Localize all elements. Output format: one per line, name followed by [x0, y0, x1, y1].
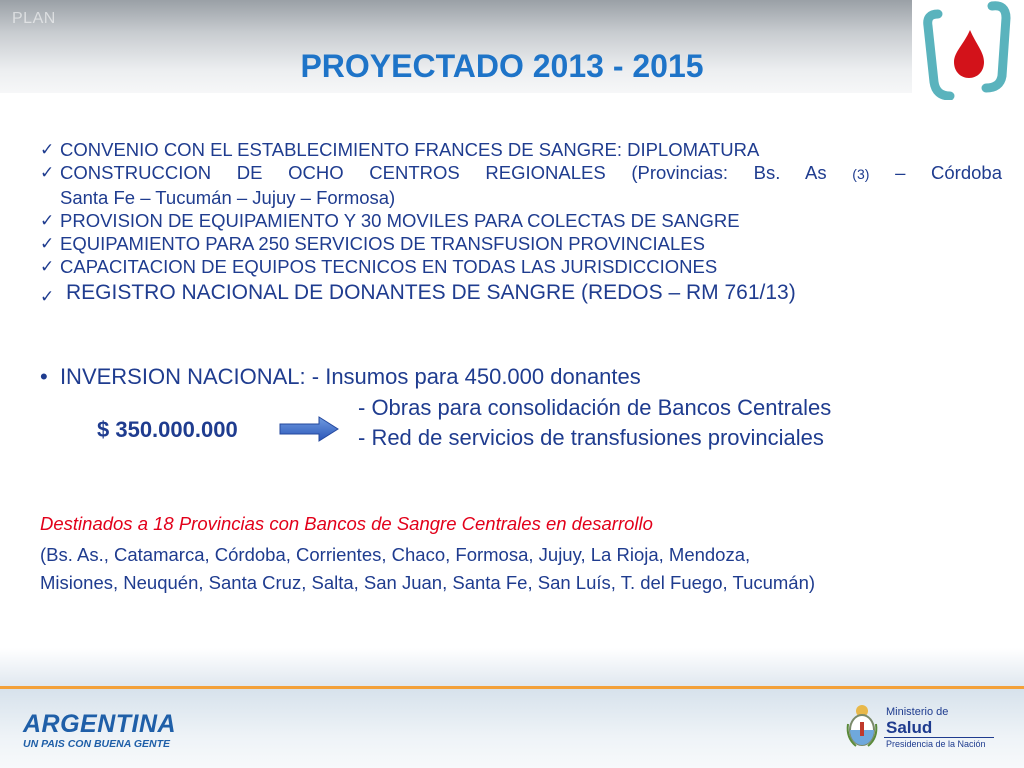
list-item — [40, 161, 1002, 186]
investment-line — [40, 364, 641, 390]
coat-of-arms-icon — [844, 702, 880, 750]
list-item-text: REGISTRO NACIONAL DE DONANTES DE SANGRE (REDOS – RM 761/13) — [66, 281, 796, 304]
check-icon: ✓ — [40, 287, 55, 306]
list-item-text: PROVISION DE EQUIPAMIENTO Y 30 MOVILES PARA COLECTAS DE SANGRE — [60, 210, 740, 231]
list-item — [40, 138, 1002, 161]
blood-drop-logo-icon — [920, 0, 1020, 100]
arrow-right-icon — [279, 416, 339, 442]
argentina-brand: ARGENTINA — [23, 710, 177, 738]
list-item — [40, 255, 1002, 278]
page-title: PROYECTADO 2013 - 2015 — [300, 48, 704, 84]
footer-fade — [0, 648, 1024, 688]
ministry-label: Ministerio de — [886, 706, 949, 718]
investment-amount: $ 350.000.000 — [97, 417, 238, 442]
list-item-continuation — [40, 186, 1002, 209]
argentina-tagline: UN PAIS CON BUENA GENTE — [23, 738, 171, 750]
ministry-divider — [884, 737, 994, 738]
list-item — [40, 278, 1002, 308]
list-item-text: Santa Fe – Tucumán – Jujuy – Formosa) — [60, 187, 396, 208]
check-icon: ✓ — [40, 163, 55, 182]
check-icon: ✓ — [40, 211, 55, 230]
list-item-text: – Córdoba — [869, 162, 1002, 183]
list-item — [40, 232, 1002, 255]
bullet: • — [40, 364, 48, 389]
list-item-text: CONVENIO CON EL ESTABLECIMIENTO FRANCES DE SANGRE: DIPLOMATURA — [60, 139, 760, 160]
check-icon: ✓ — [40, 140, 55, 159]
list-item-small-text: (3) — [852, 166, 870, 182]
check-icon: ✓ — [40, 257, 55, 276]
investment-detail: - Obras para consolidación de Bancos Centrales — [358, 395, 832, 420]
ministry-presidency: Presidencia de la Nación — [886, 739, 986, 749]
provinces-text — [40, 541, 1010, 597]
list-item-text: CAPACITACION DE EQUIPOS TECNICOS EN TODAS LAS JURISDICCIONES — [60, 256, 718, 277]
destination-heading: Destinados a 18 Provincias con Bancos de Sangre Centrales en desarrollo — [40, 513, 653, 534]
checklist — [40, 138, 1002, 308]
list-item-text: EQUIPAMIENTO PARA 250 SERVICIOS DE TRANSFUSION PROVINCIALES — [60, 233, 705, 254]
list-item — [40, 209, 1002, 232]
provinces-line: Misiones, Neuquén, Santa Cruz, Salta, San Juan, Santa Fe, San Luís, T. del Fuego, Tucumán) — [40, 572, 816, 593]
plan-label: PLAN — [12, 10, 56, 27]
investment-text: INVERSION NACIONAL: - Insumos para 450.000 donantes — [59, 364, 641, 389]
investment-detail: - Red de servicios de transfusiones provinciales — [358, 425, 824, 450]
list-item-text: CONSTRUCCION DE OCHO CENTROS REGIONALES (Provincias: Bs. As — [60, 162, 853, 183]
check-icon: ✓ — [40, 234, 55, 253]
provinces-line: (Bs. As., Catamarca, Córdoba, Corrientes, Chaco, Formosa, Jujuy, La Rioja, Mendoza, — [40, 544, 751, 565]
ministry-name: Salud — [886, 718, 933, 737]
